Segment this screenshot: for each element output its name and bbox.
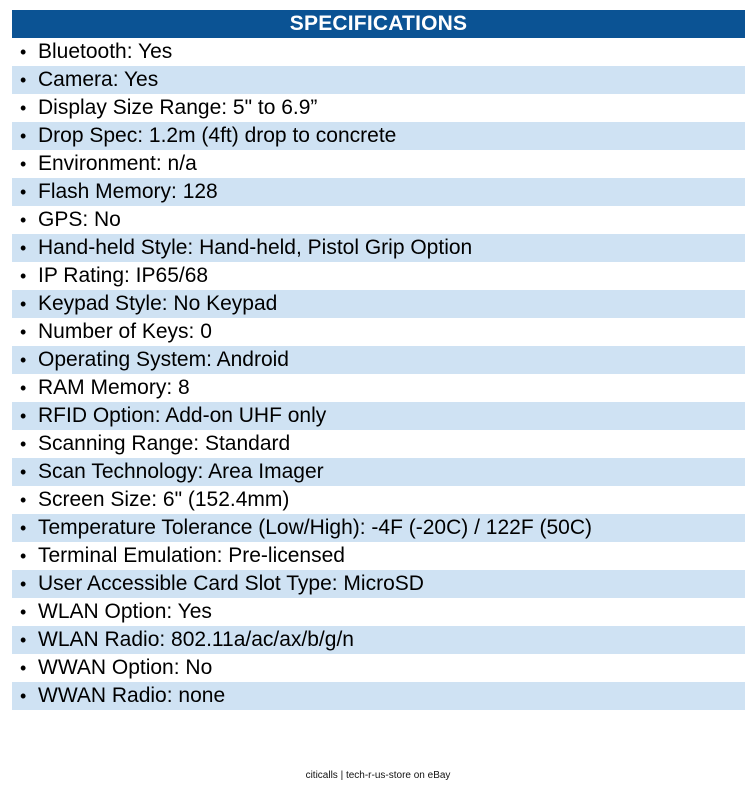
bullet-icon: •: [20, 70, 27, 90]
bullet-icon: •: [20, 126, 27, 146]
bullet-icon: •: [20, 658, 27, 678]
bullet-icon: •: [20, 406, 27, 426]
spec-row: [12, 178, 745, 206]
spec-text: Camera: Yes: [38, 68, 159, 91]
bullet-icon: •: [20, 462, 27, 482]
spec-text: RFID Option: Add-on UHF only: [38, 404, 327, 427]
spec-text: Screen Size: 6" (152.4mm): [38, 488, 290, 511]
spec-row: [12, 206, 745, 234]
spec-row: [12, 318, 745, 346]
spec-row: [12, 150, 745, 178]
spec-text: Operating System: Android: [38, 348, 289, 371]
spec-row: [12, 626, 745, 654]
spec-text: Terminal Emulation: Pre-licensed: [38, 544, 345, 567]
bullet-icon: •: [20, 686, 27, 706]
bullet-icon: •: [20, 294, 27, 314]
specifications-table: [12, 10, 745, 710]
bullet-icon: •: [20, 490, 27, 510]
spec-row: [12, 682, 745, 710]
spec-text: Temperature Tolerance (Low/High): -4F (-20C) / 122F (50C): [38, 516, 592, 539]
spec-row: [12, 234, 745, 262]
spec-text: WWAN Option: No: [38, 656, 213, 679]
spec-row: [12, 486, 745, 514]
spec-text: Number of Keys: 0: [38, 320, 212, 343]
bullet-icon: •: [20, 154, 27, 174]
spec-text: IP Rating: IP65/68: [38, 264, 209, 287]
spec-text: Drop Spec: 1.2m (4ft) drop to concrete: [38, 124, 397, 147]
spec-text: WLAN Radio: 802.11a/ac/ax/b/g/n: [38, 628, 354, 651]
spec-row: [12, 374, 745, 402]
bullet-icon: •: [20, 602, 27, 622]
spec-text: WWAN Radio: none: [38, 684, 226, 707]
spec-text: Scanning Range: Standard: [38, 432, 291, 455]
bullet-icon: •: [20, 350, 27, 370]
spec-row: [12, 654, 745, 682]
bullet-icon: •: [20, 238, 27, 258]
specifications-list: [12, 38, 745, 710]
spec-row: [12, 458, 745, 486]
specifications-header: SPECIFICATIONS: [12, 10, 745, 38]
bullet-icon: •: [20, 574, 27, 594]
spec-text: User Accessible Card Slot Type: MicroSD: [38, 572, 424, 595]
spec-text: Environment: n/a: [38, 152, 197, 175]
spec-text: GPS: No: [38, 208, 121, 231]
spec-row: [12, 598, 745, 626]
spec-text: Hand-held Style: Hand-held, Pistol Grip Option: [38, 236, 473, 259]
spec-text: Keypad Style: No Keypad: [38, 292, 278, 315]
bullet-icon: •: [20, 630, 27, 650]
bullet-icon: •: [20, 210, 27, 230]
spec-text: WLAN Option: Yes: [38, 600, 212, 623]
footer-text: citicalls | tech-r-us-store on eBay: [305, 770, 451, 781]
spec-row: [12, 94, 745, 122]
spec-row: [12, 514, 745, 542]
bullet-icon: •: [20, 378, 27, 398]
bullet-icon: •: [20, 518, 27, 538]
spec-text: Scan Technology: Area Imager: [38, 460, 324, 483]
bullet-icon: •: [20, 98, 27, 118]
spec-row: [12, 570, 745, 598]
spec-row: [12, 262, 745, 290]
spec-text: Bluetooth: Yes: [38, 40, 173, 63]
spec-row: [12, 290, 745, 318]
bullet-icon: •: [20, 42, 27, 62]
spec-row: [12, 430, 745, 458]
spec-row: [12, 346, 745, 374]
spec-text: Display Size Range: 5" to 6.9”: [38, 96, 318, 119]
bullet-icon: •: [20, 322, 27, 342]
spec-row: [12, 66, 745, 94]
spec-row: [12, 542, 745, 570]
bullet-icon: •: [20, 546, 27, 566]
bullet-icon: •: [20, 434, 27, 454]
bullet-icon: •: [20, 182, 27, 202]
spec-row: [12, 122, 745, 150]
bullet-icon: •: [20, 266, 27, 286]
spec-row: [12, 402, 745, 430]
spec-text: RAM Memory: 8: [38, 376, 190, 399]
spec-row: [12, 38, 745, 66]
spec-text: Flash Memory: 128: [38, 180, 218, 203]
